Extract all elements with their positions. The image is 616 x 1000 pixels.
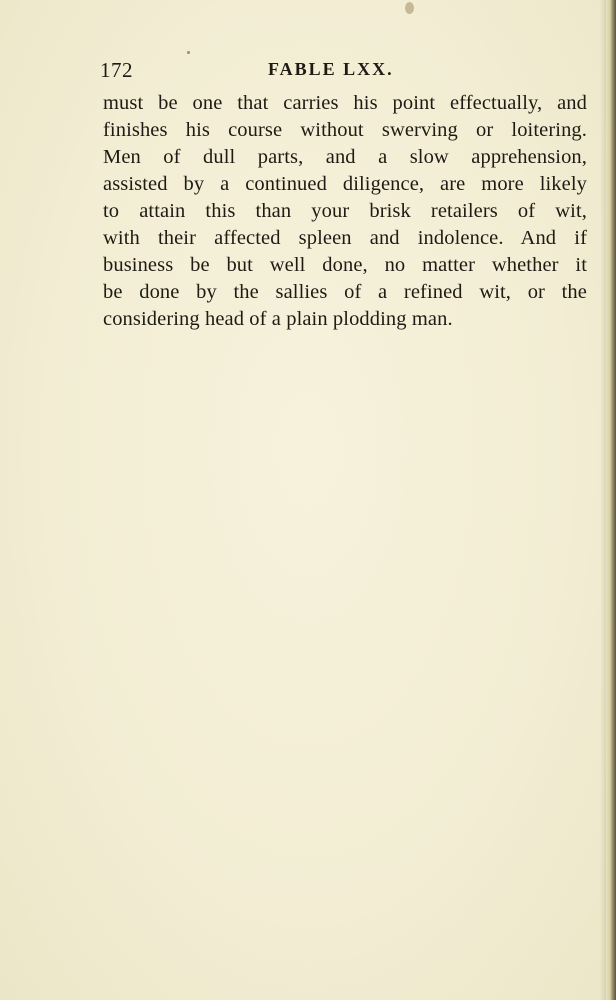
text-line: business be but well done, no matter whether it [103, 254, 587, 276]
text-line: finishes his course without swerving or loitering. [103, 119, 587, 141]
body-text [103, 90, 587, 333]
paper-stain [405, 2, 414, 14]
text-line: must be one that carries his point effectually, and [103, 92, 587, 114]
text-line: Men of dull parts, and a slow apprehension, [103, 146, 587, 168]
page-edge [606, 0, 616, 1000]
paper-speck [187, 51, 190, 54]
text-line: be done by the sallies of a refined wit, or the [103, 281, 587, 303]
page-number: 172 [100, 58, 133, 82]
text-line: with their affected spleen and indolence. And if [103, 227, 587, 249]
page-header [100, 58, 586, 88]
running-head: FABLE LXX. [268, 59, 394, 79]
text-line: to attain this than your brisk retailers of wit, [103, 200, 587, 222]
text-line: considering head of a plain plodding man. [103, 308, 453, 330]
text-line: assisted by a continued diligence, are more likely [103, 173, 587, 195]
